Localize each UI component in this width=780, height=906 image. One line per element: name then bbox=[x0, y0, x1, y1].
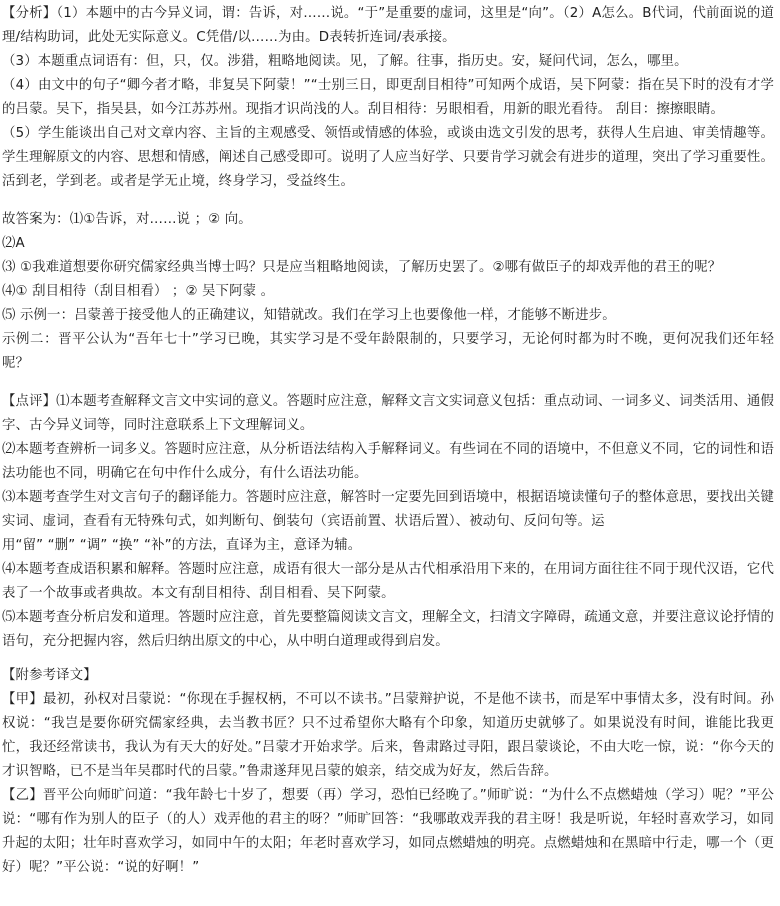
answer-line-2: ⑵A bbox=[2, 236, 25, 251]
answer-line-3: ⑶ ①我难道想要你研究儒家经典当博士吗？只是应当粗略地阅读，了解历史罢了。②哪有做臣子的却戏弄他的君王的呢？ bbox=[2, 260, 722, 275]
translation-yi: 【乙】晋平公向师旷问道：“我年龄七十岁了，想要（再）学习，恐怕已经晚了。”师旷说：“为什么不点燃蜡烛（学习）呢？”平公说：“哪有作为别人的臣子（的人）戏弄他的君主的呀？”师旷回答：“我哪敢戏弄我的君主呀！我是听说，年轻时喜欢学习，如同升起的太阳；壮年时喜欢学习，如同中午的太阳；年老时喜欢学习，如同点燃蜡烛的明亮。点燃蜡烛和在黑暗中行走，哪一个（更好）呢？”平公说：“说的好啊！” bbox=[2, 788, 774, 875]
analysis-paragraph-4: （4）由文中的句子“卿今者才略，非复吴下阿蒙！”“士别三日，即更刮目相待”可知两个成语，吴下阿蒙：指在吴下时的没有才学的吕蒙。吴下，指吴县，如今江苏苏州。现指才识尚浅的人。刮目相待：另眼相看，用新的眼光看待。 刮目：擦擦眼睛。 bbox=[2, 78, 774, 117]
answer-line-1: 故答案为：⑴①告诉，对……说 ；② 向。 bbox=[2, 212, 252, 227]
analysis-section bbox=[2, 2, 774, 194]
analysis-paragraph-1: 【分析】（1）本题中的古今异义词，谓：告诉，对……说。“于”是重要的虚词，这里是“向”。（2）A怎么。B代词，代前面说的道理/结构助词，此处无实际意义。C凭借/以……为由。D表转折连词/表承接。 bbox=[2, 6, 774, 45]
translation-heading: 【附参考译文】 bbox=[2, 668, 97, 683]
spacer bbox=[2, 654, 774, 664]
comment-paragraph-3: ⑶本题考查学生对文言句子的翻译能力。答题时应注意，解答时一定要先回到语境中，根据语境读懂句子的整体意思，要找出关键实词、虚词，查看有无特殊句式，如判断句、倒装句（宾语前置、状语后置）、被动句、反问句等。运 bbox=[2, 490, 774, 529]
comments-section bbox=[2, 390, 774, 654]
comment-paragraph-3-cont: 用“留” “删” “调” “换” “补”的方法，直译为主，意译为辅。 bbox=[2, 538, 362, 553]
spacer bbox=[2, 194, 774, 208]
spacer bbox=[2, 376, 774, 390]
translation-jia: 【甲】最初，孙权对吕蒙说：“你现在手握权柄，不可以不读书。”吕蒙辩护说，不是他不读书，而是军中事情太多，没有时间。孙权说：“我岂是要你研究儒家经典，去当教书匠？只不过希望你大略有个印象，知道历史就够了。如果说没有时间，谁能比我更忙，我还经常读书，我认为有天大的好处。”吕蒙才开始求学。后来，鲁肃路过寻阳，跟吕蒙谈论，不由大吃一惊，说：“你今天的才识智略，已不是当年吴郡时代的吕蒙。”鲁肃遂拜见吕蒙的娘亲，结交成为好友，然后告辞。 bbox=[2, 692, 774, 779]
comment-paragraph-4: ⑷本题考查成语积累和解释。答题时应注意，成语有很大一部分是从古代相承沿用下来的，在用词方面往往不同于现代汉语，它代表了一个故事或者典故。本文有刮目相待、刮目相看、吴下阿蒙。 bbox=[2, 562, 774, 601]
answers-section bbox=[2, 208, 774, 376]
translation-section bbox=[2, 664, 774, 880]
comment-paragraph-1: 【点评】⑴本题考查解释文言文中实词的意义。答题时应注意，解释文言文实词意义包括：重点动词、一词多义、词类活用、通假字、古今异义词等，同时注意联系上下文理解词义。 bbox=[2, 394, 774, 433]
comment-paragraph-5: ⑸本题考查分析启发和道理。答题时应注意，首先要整篇阅读文言文，理解全文，扫清文字障碍，疏通文意，并要注意议论抒情的语句，充分把握内容，然后归纳出原文的中心，从中明白道理或得到启发。 bbox=[2, 610, 774, 649]
analysis-paragraph-5: （5）学生能谈出自己对文章内容、主旨的主观感受、领悟或情感的体验，或谈由选文引发的思考，获得人生启迪、审美情趣等。学生理解原文的内容、思想和情感，阐述自己感受即可。说明了人应当好学、只要肯学习就会有进步的道理，突出了学习重要性。活到老，学到老。或者是学无止境，终身学习，受益终生。 bbox=[2, 126, 774, 189]
comment-paragraph-2: ⑵本题考查辨析一词多义。答题时应注意，从分析语法结构入手解释词义。有些词在不同的语境中，不但意义不同，它的词性和语法功能也不同，明确它在句中作什么成分，有什么语法功能。 bbox=[2, 442, 774, 481]
answer-line-5: ⑸ 示例一：吕蒙善于接受他人的正确建议，知错就改。我们在学习上也要像他一样，才能够不断进步。 bbox=[2, 308, 616, 323]
answer-line-4: ⑷① 刮目相待（刮目相看） ；② 吴下阿蒙 。 bbox=[2, 284, 275, 299]
answer-line-6: 示例二：晋平公认为“吾年七十”学习已晚，其实学习是不受年龄限制的，只要学习，无论何时都为时不晚，更何况我们还年轻呢？ bbox=[2, 332, 774, 371]
analysis-paragraph-3: （3）本题重点词语有：但，只，仅。涉猎，粗略地阅读。见，了解。往事，指历史。安，疑问代词，怎么，哪里。 bbox=[2, 54, 688, 69]
